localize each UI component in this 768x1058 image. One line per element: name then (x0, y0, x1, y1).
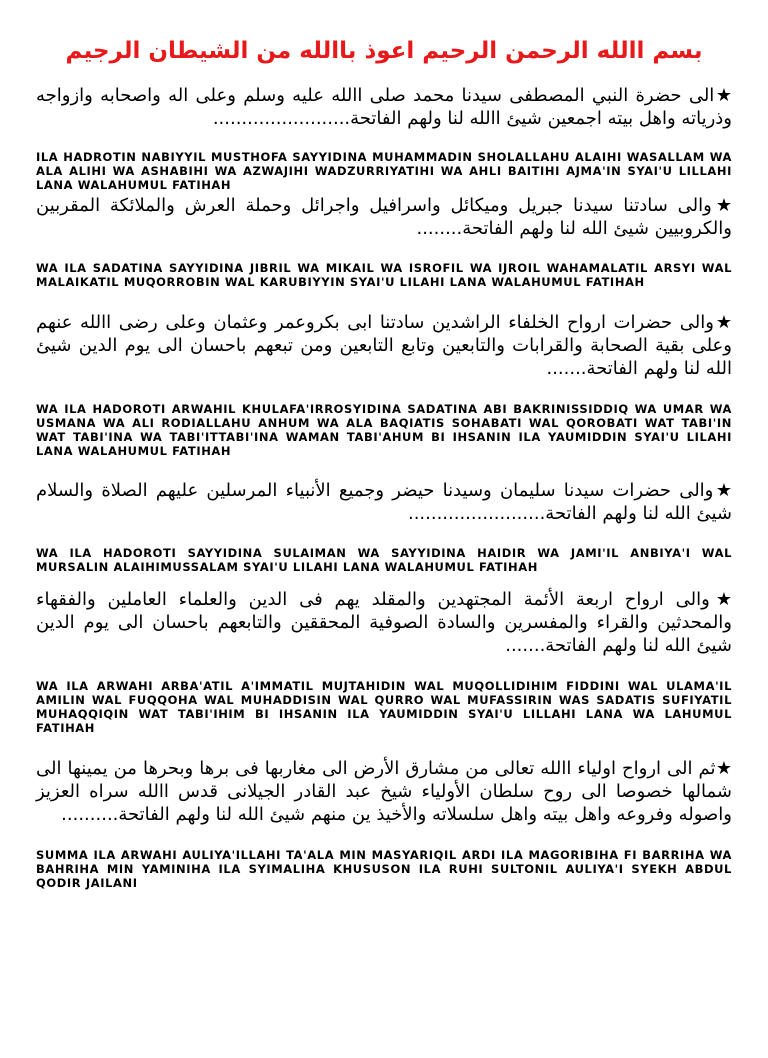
latin-paragraph-3: WA ILA HADOROTI ARWAHIL KHULAFA'IRROSYIDINA SADATINA ABI BAKRINISSIDDIQ WA UMAR WA USMANA WA ALI RODIALLAHU ANHUM WA ALA BAQIATIS SOHABATI WAL QOROBATI WAT TABI'IN WAT TABI'INA WA TABI'ITTABI'INA WAMAN TABI'AHUM BI IHSANIN ILA YAUMIDDIN SYAI'U LILAHI LANA WALAHUMUL FATIHAH (36, 402, 732, 458)
arabic-paragraph-6: ★ثم الى ارواح اولياء االله تعالى من مشارق الأرض الى مغاربها فى برها وبحرها من يمينها الى شمالها خصوصا الى روح سلطان الأولياء شيخ عبد القادر الجيلانى قدس االله سراه العزيز واصوله وفروعه واهل بيته واهل سلسلاته والأخيذ ين منهم شيئ الله لنا ولهم الفاتحة.......... (36, 758, 732, 825)
latin-paragraph-1: ILA HADROTIN NABIYYIL MUSTHOFA SAYYIDINA MUHAMMADIN SHOLALLAHU ALAIHI WASALLAM WA ALA ALIHI WA ASHABIHI WA AZWAJIHI WADZURRIYATIHI WA AHLI BAITIHI AJMA'IN SYAI'U LILLAHI LANA WALAHUMUL FATIHAH (36, 150, 732, 192)
arabic-paragraph-1: ★الى حضرة النبي المصطفى سيدنا محمد صلى االله عليه وسلم وعلى اله واصحابه وازواجه وذرياته واهل بيته اجمعين شيئ االله لنا ولهم الفاتحة........................ (36, 85, 732, 129)
latin-paragraph-2: WA ILA SADATINA SAYYIDINA JIBRIL WA MIKAIL WA ISROFIL WA IJROIL WAHAMALATIL ARSYI WAL MALAIKATIL MUQORROBIN WAL KARUBIYYIN SYAI'U LILAHI LANA WALAHUMUL FATIHAH (36, 261, 732, 289)
latin-paragraph-6: SUMMA ILA ARWAHI AULIYA'ILLAHI TA'ALA MIN MASYARIQIL ARDI ILA MAGORIBIHA FI BARRIHA WA BAHRIHA MIN YAMINIHA ILA SYIMALIHA KHUSUSON ILA RUHI SULTONIL AULIYA'I SYEKH ABDUL QODIR JAILANI (36, 848, 732, 890)
latin-paragraph-4: WA ILA HADOROTI SAYYIDINA SULAIMAN WA SAYYIDINA HAIDIR WA JAMI'IL ANBIYA'I WAL MURSALIN ALAIHIMUSSALAM SYAI'U LILAHI LANA WALAHUMUL FATIHAH (36, 546, 732, 574)
document-page (0, 34, 768, 1058)
document-title: بسم االله الرحمن الرحيم اعوذ باالله من الشيطان الرجيم (65, 38, 703, 64)
arabic-paragraph-3: ★والى حضرات ارواح الخلفاء الراشدين سادتنا ابى بكروعمر وعثمان وعلى رضى االله عنهم وعلى بقية الصحابة والقرابات والتابعين وتابع التابعين ومن تبعهم باحسان الى يوم الدين شيئ الله لنا ولهم الفاتحة....... (36, 312, 732, 379)
latin-paragraph-5: WA ILA ARWAHI ARBA'ATIL A'IMMATIL MUJTAHIDIN WAL MUQOLLIDIHIM FIDDINI WAL ULAMA'IL AMILIN WAL FUQQOHA WAL MUHADDISIN WAL QURRO WAL MUFASSIRIN WAS SADATIS SUFIYATIL MUHAQQIQIN WAT TABI'IHIM BI IHSANIN ILA YAUMIDDIN SYAI'U LILLAHI LANA WA LAHUMUL FATIHAH (36, 679, 732, 735)
arabic-paragraph-5: ★والى ارواح اربعة الأئمة المجتهدين والمقلد يهم فى الدين والعلماء العاملين والفقهاء والمحدثين والقراء والمفسرين والسادة الصوفية المحققين والتابعهم باحسان الى يوم الدين شيئ الله لنا ولهم الفاتحة....... (36, 589, 732, 656)
arabic-paragraph-2: ★والى سادتنا سيدنا جبريل وميكائل واسرافيل واجرائل وحملة العرش والملائكة المقربين والكروبيين شيئ الله لنا ولهم الفاتحة........ (36, 195, 732, 239)
arabic-paragraph-4: ★والى حضرات سيدنا سليمان وسيدنا حيضر وجميع الأنبياء المرسلين عليهم الصلاة والسلام شيئ الله لنا ولهم الفاتحة........................ (36, 480, 732, 524)
